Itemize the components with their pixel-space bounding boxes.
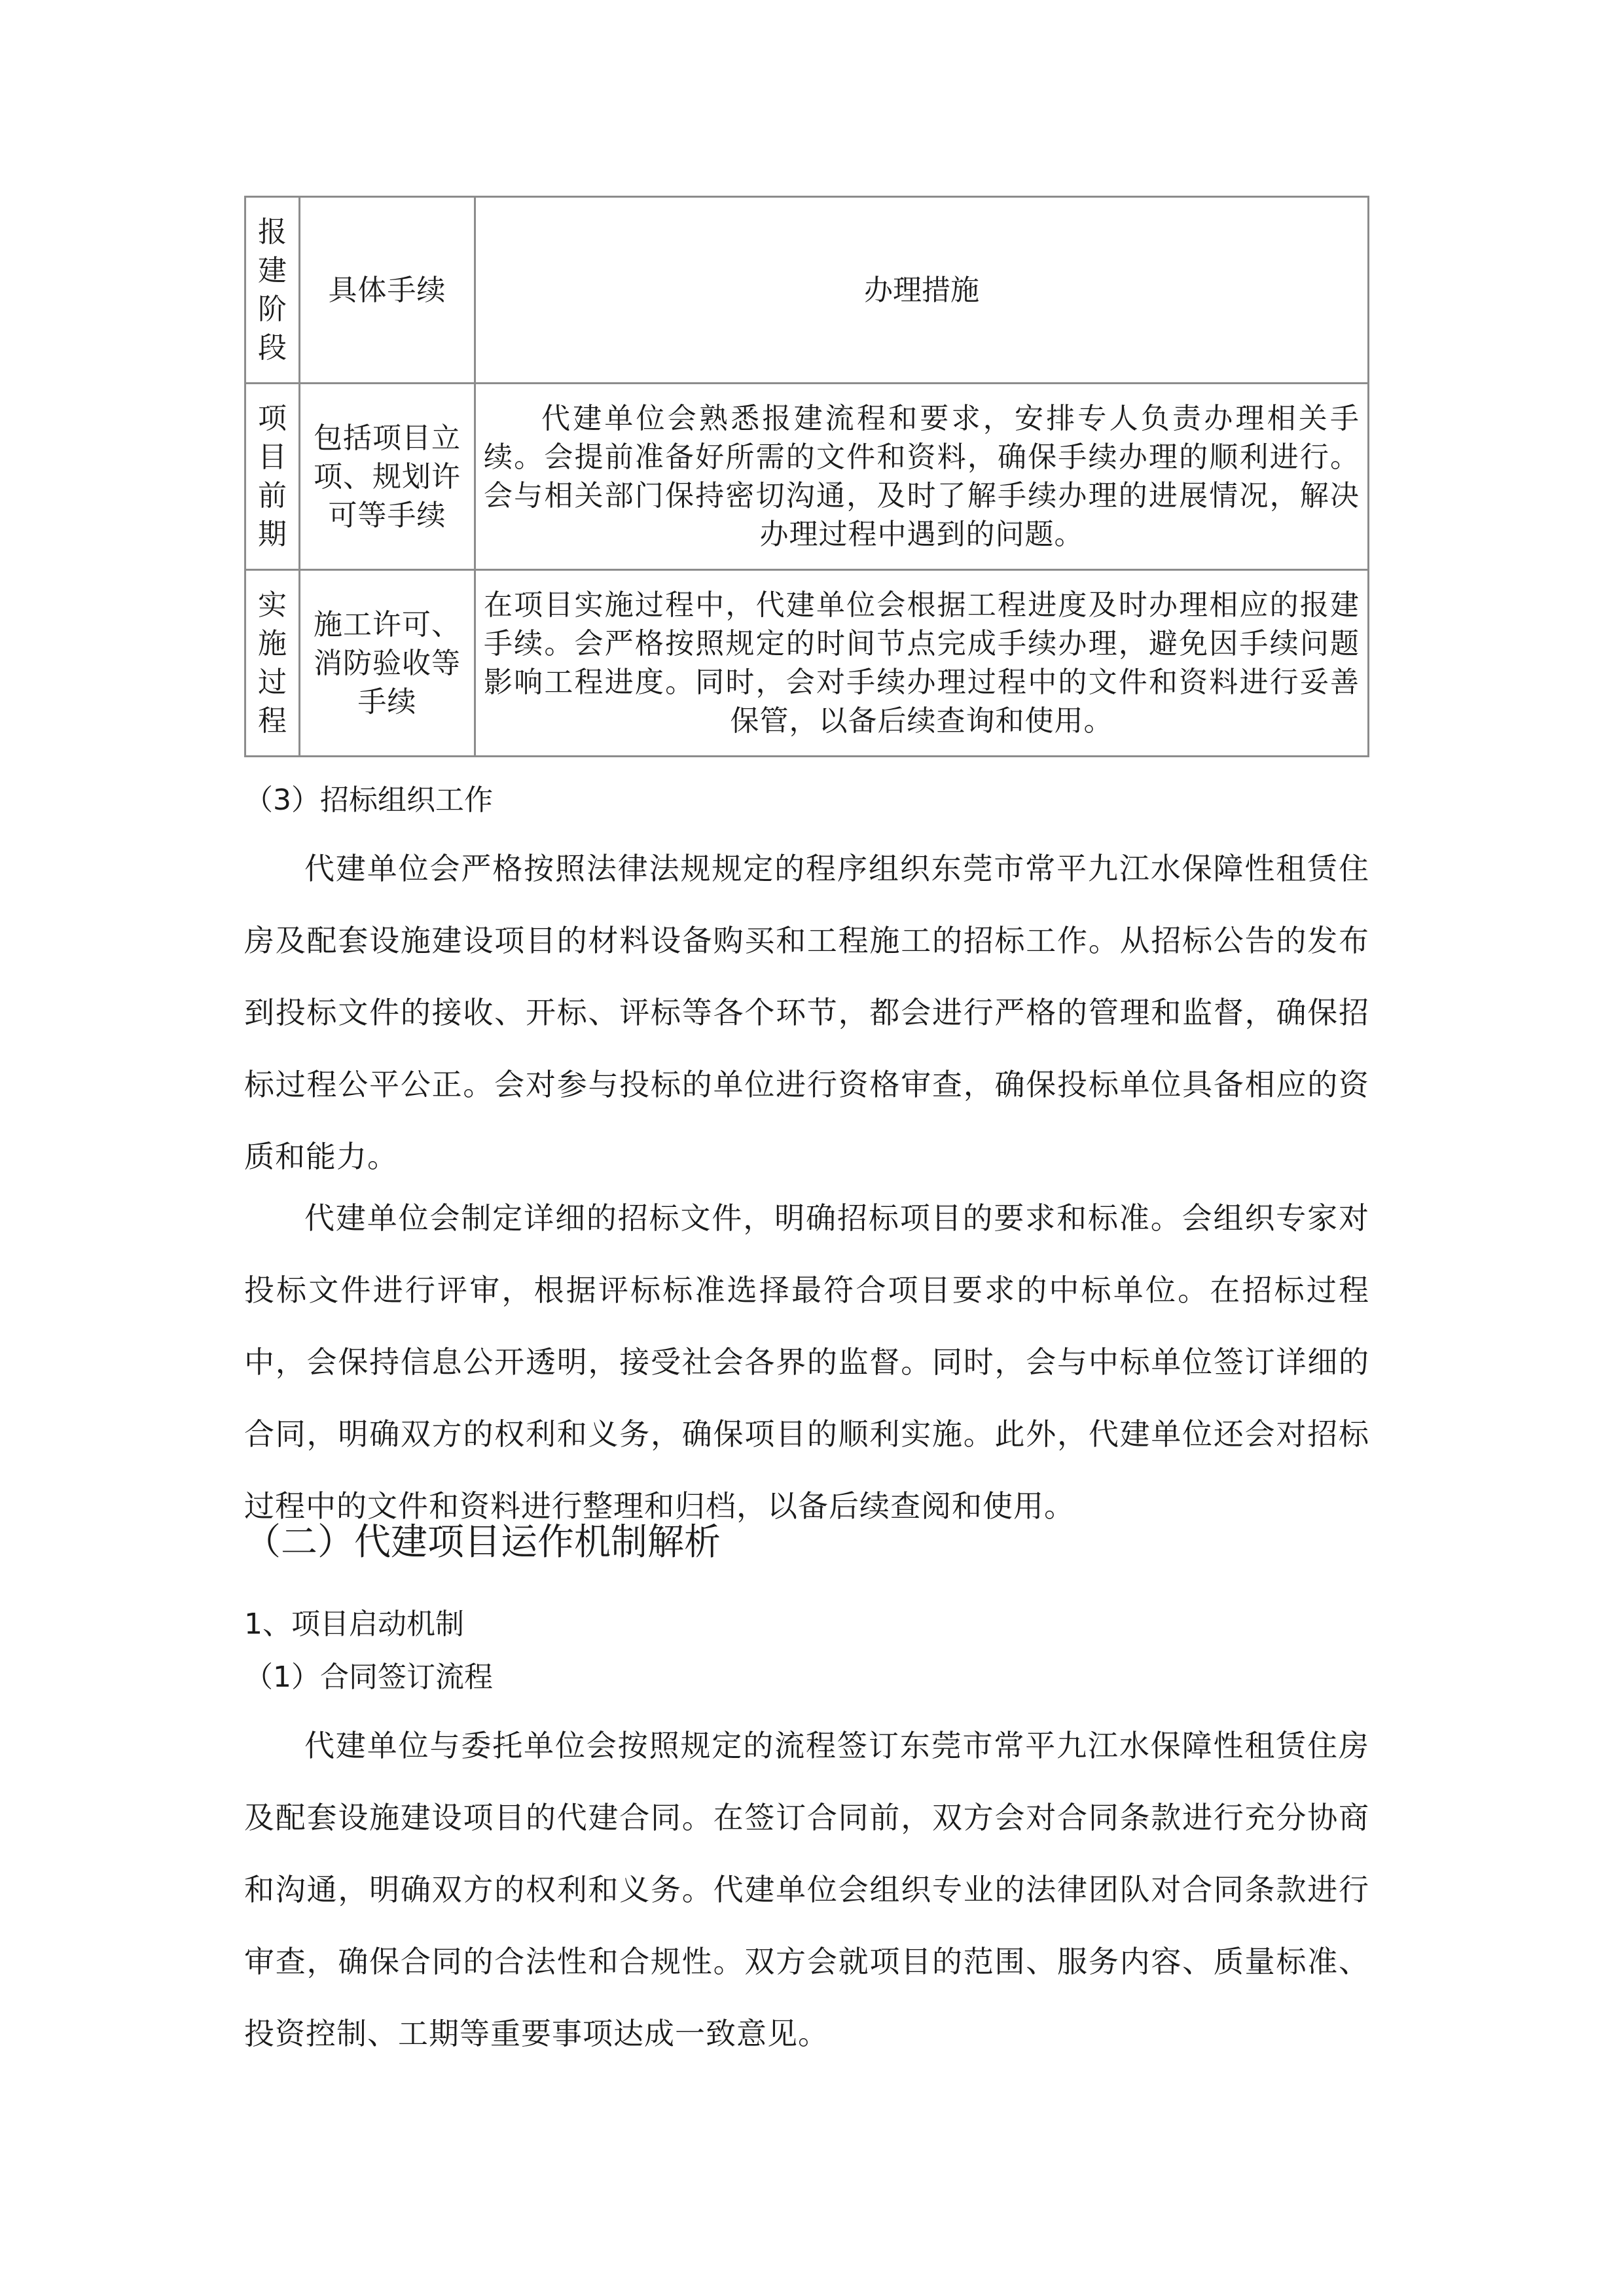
- stage-text: 实施过程: [258, 588, 287, 738]
- header-procedure-cell: [300, 197, 475, 384]
- measures-cell: [475, 384, 1369, 570]
- header-stage-cell: [245, 197, 300, 384]
- bidding-paragraph-1: 代建单位会严格按照法律法规规定的程序组织东莞市常平九江水保障性租赁住房及配套设施建设项目的材料设备购买和工程施工的招标工作。从招标公告的发布到投标文件的接收、开标、评标等各个环节，都会进行严格的管理和监督，确保招标过程公平公正。会对参与投标的单位进行资格审查，确保投标单位具备相应的资质和能力。: [244, 851, 1369, 1174]
- procedure-text: 包括项目立项、规划许可等手续: [314, 421, 461, 532]
- stage-text: 项目前期: [258, 402, 287, 551]
- header-measures-cell: [475, 197, 1369, 384]
- header-measures: 办理措施: [864, 273, 979, 307]
- table-header-row: [245, 197, 1369, 384]
- header-procedure: 具体手续: [328, 273, 446, 307]
- contract-heading: （1）合同签订流程: [244, 1660, 493, 1694]
- procedure-cell: [300, 570, 475, 757]
- procedure-cell: [300, 384, 475, 570]
- procedure-table: [244, 196, 1369, 757]
- mechanism-section-heading: （二）代建项目运作机制解析: [244, 1521, 721, 1564]
- startup-heading: 1、项目启动机制: [244, 1607, 464, 1641]
- stage-cell: [245, 384, 300, 570]
- table-row: [245, 570, 1369, 757]
- bidding-paragraph-2: 代建单位会制定详细的招标文件，明确招标项目的要求和标准。会组织专家对投标文件进行评审，根据评标标准选择最符合项目要求的中标单位。在招标过程中，会保持信息公开透明，接受社会各界的监督。同时，会与中标单位签订详细的合同，明确双方的权利和义务，确保项目的顺利实施。此外，代建单位还会对招标过程中的文件和资料进行整理和归档，以备后续查阅和使用。: [244, 1200, 1369, 1524]
- bidding-heading: （3）招标组织工作: [244, 783, 493, 817]
- procedure-text: 施工许可、消防验收等手续: [314, 607, 461, 719]
- measures-text: 在项目实施过程中，代建单位会根据工程进度及时办理相应的报建手续。会严格按照规定的时间节点完成手续办理，避免因手续问题影响工程进度。同时，会对手续办理过程中的文件和资料进行妥善保管，以备后续查询和使用。: [484, 588, 1360, 738]
- stage-cell: [245, 570, 300, 757]
- header-stage: 报建阶段: [258, 215, 287, 365]
- measures-cell: [475, 570, 1369, 757]
- measures-text: 代建单位会熟悉报建流程和要求，安排专人负责办理相关手续。会提前准备好所需的文件和资料，确保手续办理的顺利进行。会与相关部门保持密切沟通，及时了解手续办理的进展情况，解决办理过程中遇到的问题。: [484, 402, 1360, 551]
- table-row: [245, 384, 1369, 570]
- contract-paragraph: 代建单位与委托单位会按照规定的流程签订东莞市常平九江水保障性租赁住房及配套设施建设项目的代建合同。在签订合同前，双方会对合同条款进行充分协商和沟通，明确双方的权利和义务。代建单位会组织专业的法律团队对合同条款进行审查，确保合同的合法性和合规性。双方会就项目的范围、服务内容、质量标准、投资控制、工期等重要事项达成一致意见。: [244, 1728, 1369, 2051]
